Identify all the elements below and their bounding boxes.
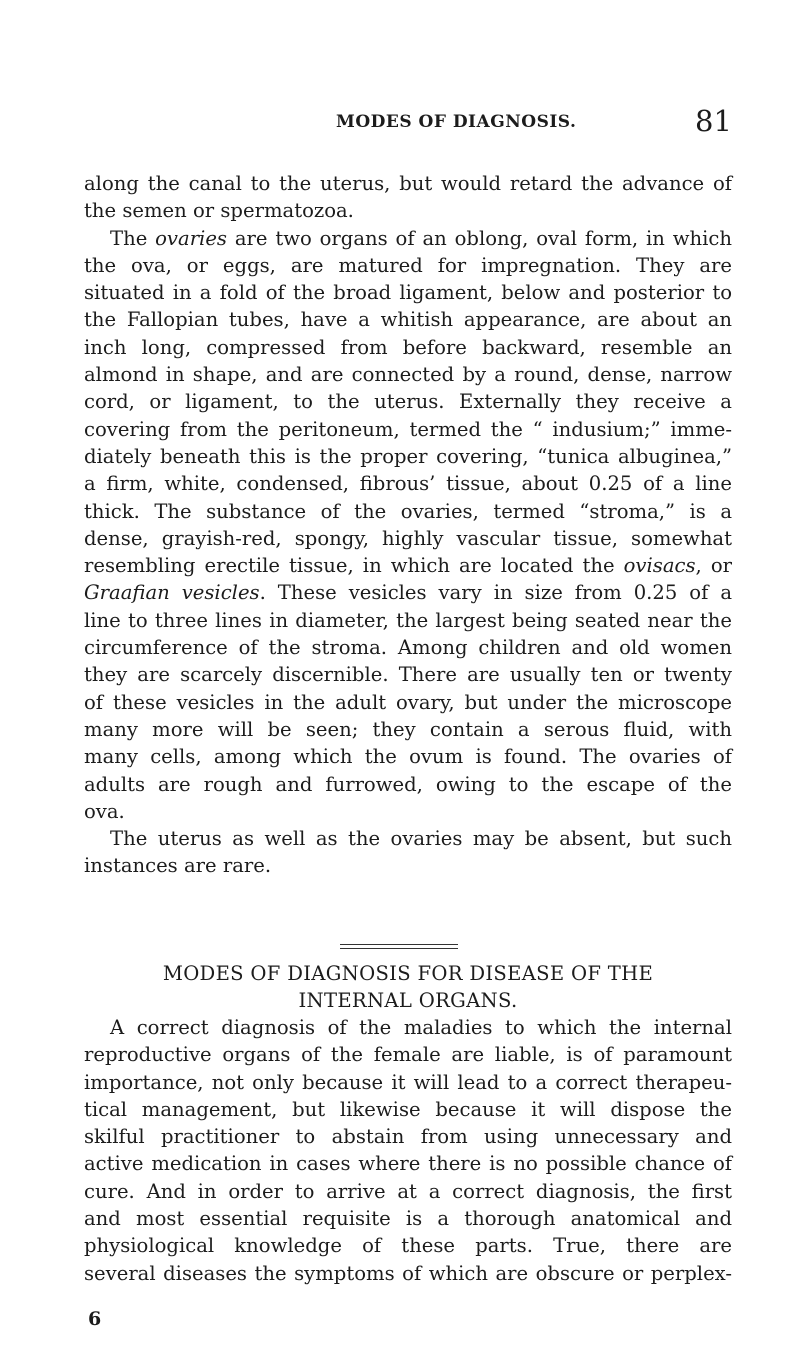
body-text-bottom [84,1014,732,1287]
text-line: cure. And in order to arrive at a correct diagnosis, the first [84,1179,732,1203]
text-line: dense, grayish-red, spongy, highly vascular tissue, somewhat [84,526,732,550]
text-line: many more will be seen; they contain a serous fluid, with [84,717,732,741]
text-line: almond in shape, and are connected by a round, dense, narrow [84,363,732,387]
section-divider-rule [340,948,458,949]
text-line: instances are rare. [84,854,272,878]
text-line: reproductive organs of the female are liable, is of paramount [84,1043,732,1067]
section-heading-line: MODES OF DIAGNOSIS FOR DISEASE OF THE [162,962,654,985]
text-line: adults are rough and furrowed, owing to the escape of the [84,772,732,796]
body-text-top [84,170,732,880]
signature-mark: 6 [88,1308,102,1330]
section-heading-line: INTERNAL ORGANS. [298,989,518,1012]
text-line: of these vesicles in the adult ovary, but under the microscope [84,690,732,714]
text-line: importance, not only because it will lead to a correct therapeu- [84,1070,732,1094]
italic-term: ovaries [155,226,227,250]
text-line: covering from the peritoneum, termed the “ indusium;” imme- [84,417,732,441]
text-line: diately beneath this is the proper covering, “tunica albuginea,” [84,444,732,468]
text-line: many cells, among which the ovum is found. The ovaries of [84,745,732,769]
text-line: a firm, white, condensed, fibrous’ tissue, about 0.25 of a line [84,472,732,496]
text-line: several diseases the symptoms of which are obscure or perplex- [84,1261,732,1285]
text-line: physiological knowledge of these parts. True, there are [84,1234,732,1258]
text-line: cord, or ligament, to the uterus. Externally they receive a [84,390,732,414]
text-line: active medication in cases where there is no possible chance of [84,1152,732,1176]
italic-term: ovisacs [623,554,696,578]
text-line: the Fallopian tubes, have a whitish appearance, are about an [84,308,732,332]
text-line: and most essential requisite is a thorough anatomical and [84,1207,732,1231]
section-heading [84,960,732,1014]
text-line: Graafian vesicles. These vesicles vary in size from 0.25 of a [84,581,733,605]
text-line: tical management, but likewise because it will dispose the [84,1097,732,1121]
section-divider-rule [340,944,458,945]
text-line: the semen or spermatozoa. [84,199,354,223]
text-line: The ovaries are two organs of an oblong, oval form, in which [110,226,732,250]
text-line: situated in a fold of the broad ligament, below and posterior to [84,281,732,305]
running-head: MODES OF DIAGNOSIS. [336,112,577,132]
italic-term: Graafian vesicles [84,581,260,605]
text-line: resembling erectile tissue, in which are located the ovisacs, or [84,554,732,578]
text-line: thick. The substance of the ovaries, termed “stroma,” is a [84,499,732,523]
text-line: they are scarcely discernible. There are usually ten or twenty [84,663,732,687]
text-line: skilful practitioner to abstain from using unnecessary and [84,1125,732,1149]
text-line: A correct diagnosis of the maladies to which the internal [110,1016,732,1039]
text-line: circumference of the stroma. Among children and old women [84,636,732,660]
page-number: 81 [695,104,732,138]
text-line: along the canal to the uterus, but would retard the advance of [84,172,732,195]
text-line: The uterus as well as the ovaries may be absent, but such [110,827,732,851]
text-line: ova. [84,799,125,823]
text-line: the ova, or eggs, are matured for impregnation. They are [84,253,732,277]
text-line: line to three lines in diameter, the largest being seated near the [84,608,732,632]
text-line: inch long, compressed from before backward, resemble an [84,335,732,359]
